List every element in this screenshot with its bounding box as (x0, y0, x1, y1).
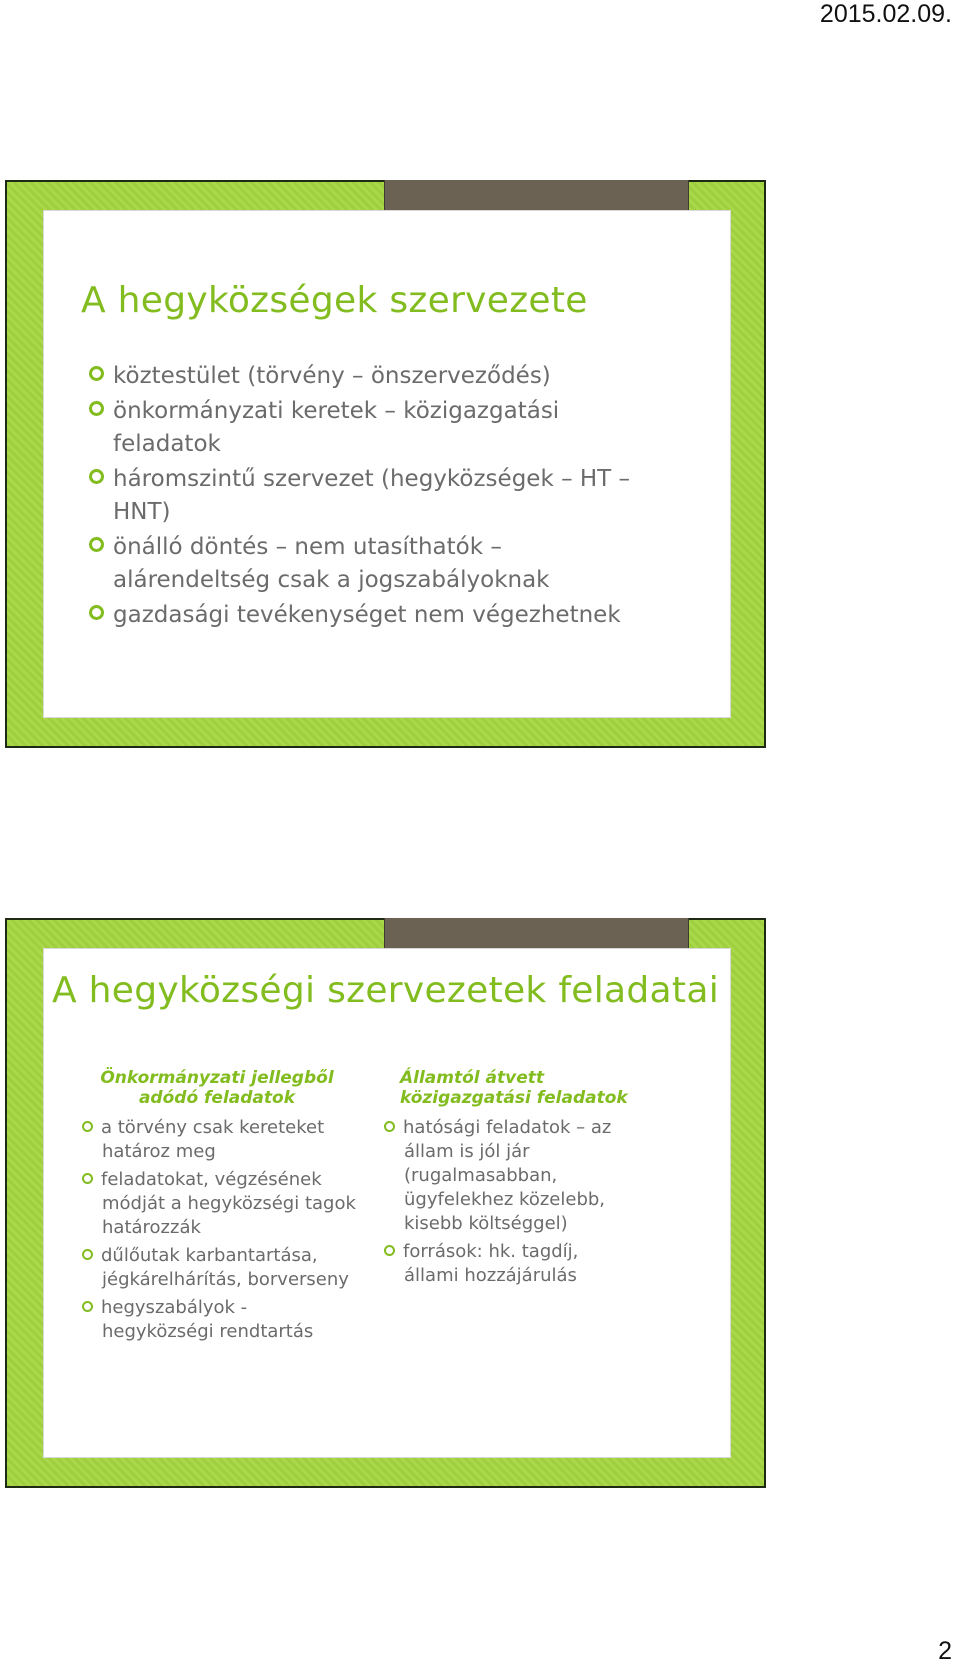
bullet-icon (384, 1245, 395, 1256)
bullet-icon (82, 1173, 93, 1184)
bullet-icon (89, 366, 104, 381)
page-number: 2 (938, 1637, 952, 1665)
list-item: hegyszabályok - hegyközségi rendtartás (82, 1296, 362, 1344)
bullet-icon (89, 537, 104, 552)
slide-2 (5, 918, 766, 1488)
list-item: a törvény csak kereteket határoz meg (82, 1116, 362, 1164)
list-item: hatósági feladatok – az állam is jól jár (rugalmasabban, ügyfelekhez közelebb, kisebb költséggel) (384, 1116, 634, 1236)
list-item: feladatokat, végzésének módját a hegyközségi tagok határozzák (82, 1168, 362, 1240)
bullet-icon (89, 605, 104, 620)
bullet-icon (384, 1121, 395, 1132)
bullet-icon (82, 1249, 93, 1260)
list-item: önálló döntés – nem utasíthatók – alárendeltség csak a jogszabályoknak (89, 531, 649, 597)
list-item: gazdasági tevékenységet nem végezhetnek (89, 599, 649, 632)
right-bullet-list (384, 1116, 634, 1292)
bullet-list (89, 360, 649, 634)
list-item: háromszintű szervezet (hegyközségek – HT – HNT) (89, 463, 649, 529)
list-item: dűlőutak karbantartása, jégkárelhárítás, borverseny (82, 1244, 362, 1292)
slide-title: A hegyközségi szervezetek feladatai (51, 970, 719, 1011)
left-column-heading: Önkormányzati jellegből adódó feladatok (100, 1068, 334, 1108)
slide-title: A hegyközségek szervezete (81, 280, 588, 321)
bullet-icon (82, 1121, 93, 1132)
slide-1 (5, 180, 766, 748)
right-column-heading: Államtól átvett közigazgatási feladatok (400, 1068, 628, 1108)
date-header: 2015.02.09. (819, 0, 952, 28)
list-item: köztestület (törvény – önszerveződés) (89, 360, 649, 393)
bullet-icon (82, 1301, 93, 1312)
list-item: források: hk. tagdíj, állami hozzájárulás (384, 1240, 634, 1288)
list-item: önkormányzati keretek – közigazgatási feladatok (89, 395, 649, 461)
bullet-icon (89, 401, 104, 416)
bullet-icon (89, 469, 104, 484)
left-bullet-list (82, 1116, 362, 1348)
